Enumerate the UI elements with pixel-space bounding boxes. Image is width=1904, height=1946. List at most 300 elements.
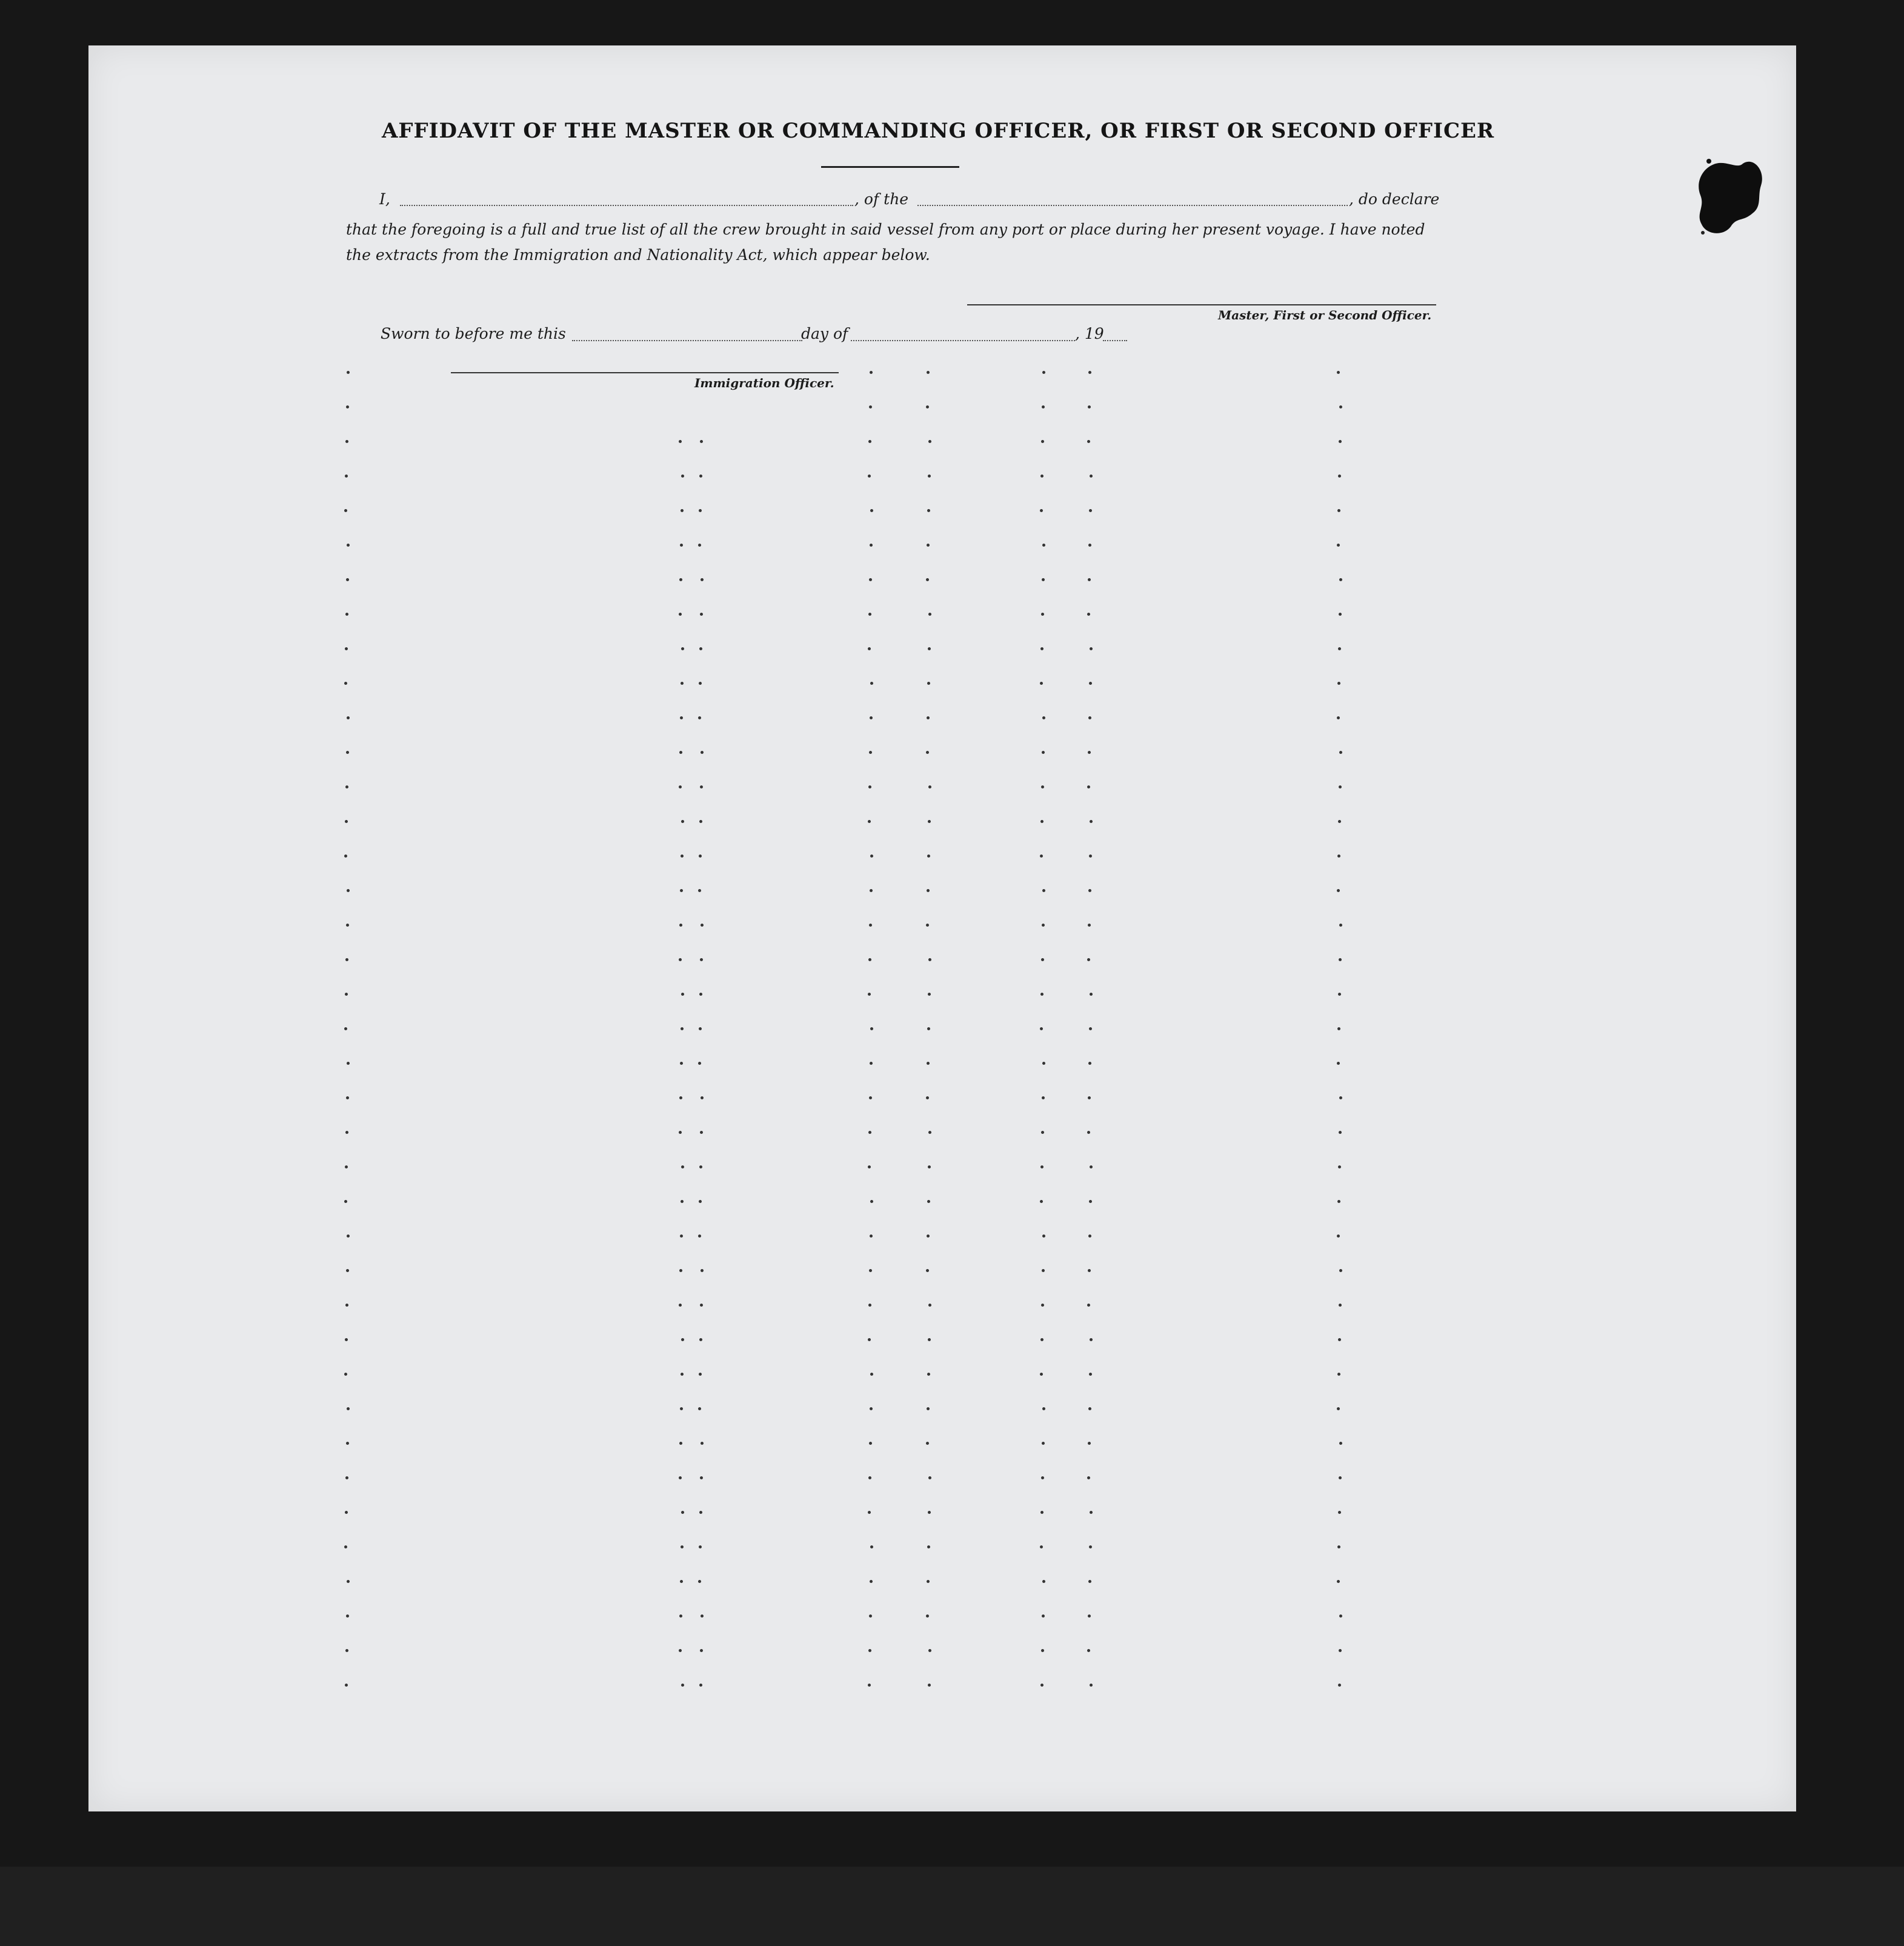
column-dot [1088,751,1091,754]
column-dot [1339,1649,1342,1652]
column-dot [1040,1200,1043,1203]
column-dot [1339,958,1342,961]
column-dot [1338,475,1341,478]
column-dot [699,682,702,685]
column-dot [700,785,703,788]
column-dot [868,440,871,443]
column-dot [1041,785,1044,788]
column-dot [869,1269,872,1272]
column-dot [927,1580,930,1583]
ink-blot [1694,159,1767,238]
column-dot [345,1165,348,1168]
column-dot [346,1442,349,1445]
column-dot [1042,1062,1045,1065]
column-dot [680,1062,683,1065]
column-dot [1042,716,1045,719]
column-dot [345,475,348,478]
column-dot [1088,889,1091,892]
column-dot [701,1442,704,1445]
column-dot [928,613,931,616]
column-dot [928,475,931,478]
column-dot [700,958,703,961]
master-signature-line[interactable] [967,304,1436,305]
column-dot [344,509,347,512]
column-dot [1337,509,1340,512]
column-dot [679,1442,682,1445]
column-dot [698,1235,701,1238]
column-dot [345,1131,348,1134]
column-dot [1087,785,1090,788]
column-dot [1339,1614,1342,1618]
column-dot [1338,1338,1341,1341]
column-dot [1088,371,1091,374]
column-dot [926,924,929,927]
column-dot [928,1476,931,1479]
column-dot [868,993,871,996]
column-dot [1040,1027,1043,1030]
column-dot [1090,1684,1093,1687]
column-dot [928,1649,931,1652]
column-dot [1337,1027,1340,1030]
column-dot [1042,578,1045,581]
sworn-label: Sworn to before me this [381,325,566,342]
column-dot [699,820,702,823]
column-dot [870,1235,873,1238]
column-dot [1042,1096,1045,1099]
column-dot [1042,1580,1045,1583]
column-dot [1088,716,1091,719]
column-dot [1088,1062,1091,1065]
column-dot [927,544,930,547]
column-dot [680,889,683,892]
column-dot [1087,440,1090,443]
column-dot [1339,1442,1342,1445]
column-dot [1040,475,1044,478]
column-dot [698,544,701,547]
column-dot [698,889,701,892]
column-dot [699,509,702,512]
column-dot [1087,958,1090,961]
column-dot [344,855,347,858]
column-dot [1089,509,1092,512]
column-dot [699,855,702,858]
column-dot [347,371,350,374]
column-dot [345,820,348,823]
column-dot [868,1131,871,1134]
column-dot [1090,647,1093,650]
column-dot [347,716,350,719]
column-dot [868,1649,871,1652]
column-dot [1040,993,1044,996]
column-dot [1337,855,1340,858]
column-dot [1042,544,1045,547]
column-dot [1042,924,1045,927]
column-dot [699,1511,702,1514]
column-dot [698,1580,701,1583]
column-dot [1339,1476,1342,1479]
column-dot [926,1269,929,1272]
column-dot [1090,820,1093,823]
column-dot [1040,1511,1044,1514]
column-dot [1042,1235,1045,1238]
column-dot [698,1407,701,1410]
column-dot [681,1373,684,1376]
column-dot [346,924,349,927]
column-dot [1090,475,1093,478]
column-dot [347,889,350,892]
declarant-name-field[interactable] [400,205,853,206]
column-dot [679,1269,682,1272]
column-dot [1088,1269,1091,1272]
column-dot [870,1580,873,1583]
column-dot [347,544,350,547]
column-dot [928,1511,931,1514]
column-dot [347,1235,350,1238]
column-dot [868,613,871,616]
column-dot [868,1684,871,1687]
column-dot [1337,1545,1340,1548]
column-dot [679,924,682,927]
column-dot [1090,1338,1093,1341]
column-dot [1338,1165,1341,1168]
column-dot [345,1338,348,1341]
column-dot [345,1684,348,1687]
sworn-day-field[interactable] [572,340,802,341]
column-dot [1088,405,1091,408]
column-dot [347,1580,350,1583]
column-dot [345,993,348,996]
column-dot [1041,958,1044,961]
column-dot [927,1235,930,1238]
column-dot [699,993,702,996]
column-dot [681,647,684,650]
column-dot [1041,1649,1044,1652]
declarant-prefix: I, [379,190,390,208]
column-dot [870,1027,873,1030]
vessel-name-field[interactable] [917,205,1348,206]
column-dot [928,958,931,961]
column-dot [701,751,704,754]
column-dot [1338,820,1341,823]
column-dot [870,1062,873,1065]
column-dot [698,1062,701,1065]
column-dot [869,405,872,408]
column-dot [680,716,683,719]
column-dot [868,475,871,478]
column-dot [679,440,682,443]
column-dot [870,544,873,547]
column-dot [1088,1096,1091,1099]
column-dot [869,924,872,927]
column-dot [700,440,703,443]
column-dot [1339,1269,1342,1272]
column-dot [870,1407,873,1410]
master-signature-label: Master, First or Second Officer. [1218,308,1432,322]
column-dot [346,1269,349,1272]
column-dot [681,1338,684,1341]
column-dot [698,716,701,719]
column-dot [928,1304,931,1307]
column-dot [680,1407,683,1410]
column-dot [1089,1545,1092,1548]
column-dot [926,1442,929,1445]
column-dot [701,1269,704,1272]
sworn-month-field[interactable] [851,340,1075,341]
column-dot [1337,1580,1340,1583]
column-dot [347,1062,350,1065]
column-dot [927,855,930,858]
column-dot [927,1373,930,1376]
column-dot [927,1200,930,1203]
column-dot [700,1304,703,1307]
column-dot [1042,889,1045,892]
title-underline [821,166,959,168]
column-dot [1339,924,1342,927]
column-dot [681,1027,684,1030]
column-dot [928,1165,931,1168]
column-dot [870,1373,873,1376]
column-dot [1337,544,1340,547]
immigration-officer-label: Immigration Officer. [694,376,834,390]
column-dot [345,958,348,961]
column-dot [344,682,347,685]
column-dot [926,1096,929,1099]
column-dot [346,751,349,754]
column-dot [1087,1304,1090,1307]
column-dot [868,820,871,823]
column-dot [1339,440,1342,443]
column-dot [1088,1614,1091,1618]
column-dot [926,578,929,581]
column-dot [1040,509,1043,512]
column-dot [1337,889,1340,892]
column-dot [870,371,873,374]
column-dot [926,1614,929,1618]
column-dot [928,820,931,823]
column-dot [1337,1235,1340,1238]
column-dot [679,1096,682,1099]
column-dot [927,889,930,892]
column-dot [1040,1684,1044,1687]
column-dot [701,1614,704,1618]
column-dot [1338,1684,1341,1687]
column-dot [1339,1131,1342,1134]
column-dot [699,1545,702,1548]
column-dot [1040,682,1043,685]
column-dot [927,716,930,719]
affidavit-title: AFFIDAVIT OF THE MASTER OR COMMANDING OFFICER, OR FIRST OR SECOND OFFICER [382,119,1495,143]
column-dot [679,578,682,581]
column-dot [927,1407,930,1410]
column-dot [1042,405,1045,408]
column-dot [699,1338,702,1341]
column-dot [868,1511,871,1514]
column-dot [926,405,929,408]
column-dot [1337,1062,1340,1065]
column-dot [1337,1407,1340,1410]
column-dot [679,1649,682,1652]
column-dot [868,647,871,650]
do-declare-label: , do declare [1349,190,1440,208]
column-dot [1089,682,1092,685]
column-dot [1339,613,1342,616]
column-dot [1042,371,1045,374]
column-dot [928,993,931,996]
column-dot [870,1545,873,1548]
column-dot [699,1200,702,1203]
column-dot [1041,613,1044,616]
column-dot [344,1027,347,1030]
column-dot [699,1684,702,1687]
column-dot [679,1614,682,1618]
sworn-year-field[interactable] [1103,340,1127,341]
column-dot [680,1580,683,1583]
column-dot [681,682,684,685]
column-dot [1040,855,1043,858]
column-dot [700,1131,703,1134]
column-dot [701,578,704,581]
declaration-text-line-2: the extracts from the Immigration and Nationality Act, which appear below. [346,246,930,264]
column-dot [1040,1338,1044,1341]
column-dot [1088,924,1091,927]
column-dot [346,1096,349,1099]
column-dot [1087,1131,1090,1134]
column-dot [1040,1165,1044,1168]
column-dot [679,1131,682,1134]
column-dot [681,475,684,478]
column-dot [345,613,348,616]
column-dot [1040,1545,1043,1548]
column-dot [699,1373,702,1376]
column-dot [868,1304,871,1307]
column-dot [1040,647,1044,650]
column-dot [870,1200,873,1203]
column-dot [681,855,684,858]
column-dot [1339,1304,1342,1307]
column-dot [700,613,703,616]
column-dot [1088,1407,1091,1410]
column-dot [346,405,349,408]
column-dot [1087,1649,1090,1652]
column-dot [868,785,871,788]
column-dot [346,1614,349,1618]
column-dot [1339,405,1342,408]
column-dot [699,1165,702,1168]
column-dot [1337,371,1340,374]
column-dot [1338,1511,1341,1514]
column-dot [1338,647,1341,650]
column-dot [679,751,682,754]
column-dot [345,440,348,443]
column-dot [927,371,930,374]
column-dot [1042,1614,1045,1618]
column-dot [680,544,683,547]
column-dot [1088,544,1091,547]
column-dot [1041,1131,1044,1134]
column-dot [679,785,682,788]
column-dot [345,1649,348,1652]
column-dot [1089,1027,1092,1030]
column-dot [345,1304,348,1307]
column-dot [1338,993,1341,996]
column-dot [1337,682,1340,685]
column-dot [699,647,702,650]
column-dot [1042,1442,1045,1445]
column-dot [1089,1200,1092,1203]
column-dot [928,785,931,788]
column-dot [1042,751,1045,754]
column-dot [345,647,348,650]
column-dot [699,475,702,478]
column-dot [1042,1407,1045,1410]
column-dot [869,1614,872,1618]
column-dot [681,993,684,996]
column-dot [1040,1373,1043,1376]
column-dot [928,440,931,443]
column-dot [700,1476,703,1479]
column-dot [928,1131,931,1134]
column-dot [927,509,930,512]
column-dot [345,1511,348,1514]
column-dot [679,613,682,616]
immigration-officer-signature-line[interactable] [451,372,839,373]
column-dot [868,1338,871,1341]
column-dot [1089,855,1092,858]
column-dot [679,958,682,961]
column-dot [1337,1373,1340,1376]
column-dot [869,1096,872,1099]
column-dot [927,682,930,685]
column-dot [927,1027,930,1030]
column-dot [701,924,704,927]
column-dot [344,1200,347,1203]
column-dot [868,958,871,961]
column-dot [345,1476,348,1479]
column-dot [1090,1511,1093,1514]
column-dot [869,1442,872,1445]
column-dot [681,509,684,512]
column-dot [1088,1442,1091,1445]
year-prefix-label: , 19 [1075,325,1104,342]
column-dot [1337,716,1340,719]
scan-bottom-edge [0,1867,1904,1946]
column-dot [681,1200,684,1203]
column-dot [681,1545,684,1548]
column-dot [928,1684,931,1687]
column-dot [870,889,873,892]
column-dot [869,751,872,754]
column-dot [868,1165,871,1168]
column-dot [344,1545,347,1548]
column-dot [1339,578,1342,581]
column-dot [1087,613,1090,616]
column-dot [1088,1580,1091,1583]
of-the-label: , of the [854,190,909,208]
column-dot [1339,1096,1342,1099]
column-dot [699,1027,702,1030]
column-dot [681,1165,684,1168]
column-dot [928,647,931,650]
column-dot [1041,1476,1044,1479]
column-dot [1090,1165,1093,1168]
column-dot [927,1062,930,1065]
column-dot [1042,1269,1045,1272]
column-dot [700,1649,703,1652]
column-dot [680,1235,683,1238]
column-dot [868,1476,871,1479]
column-dot [928,1338,931,1341]
column-dot [345,785,348,788]
